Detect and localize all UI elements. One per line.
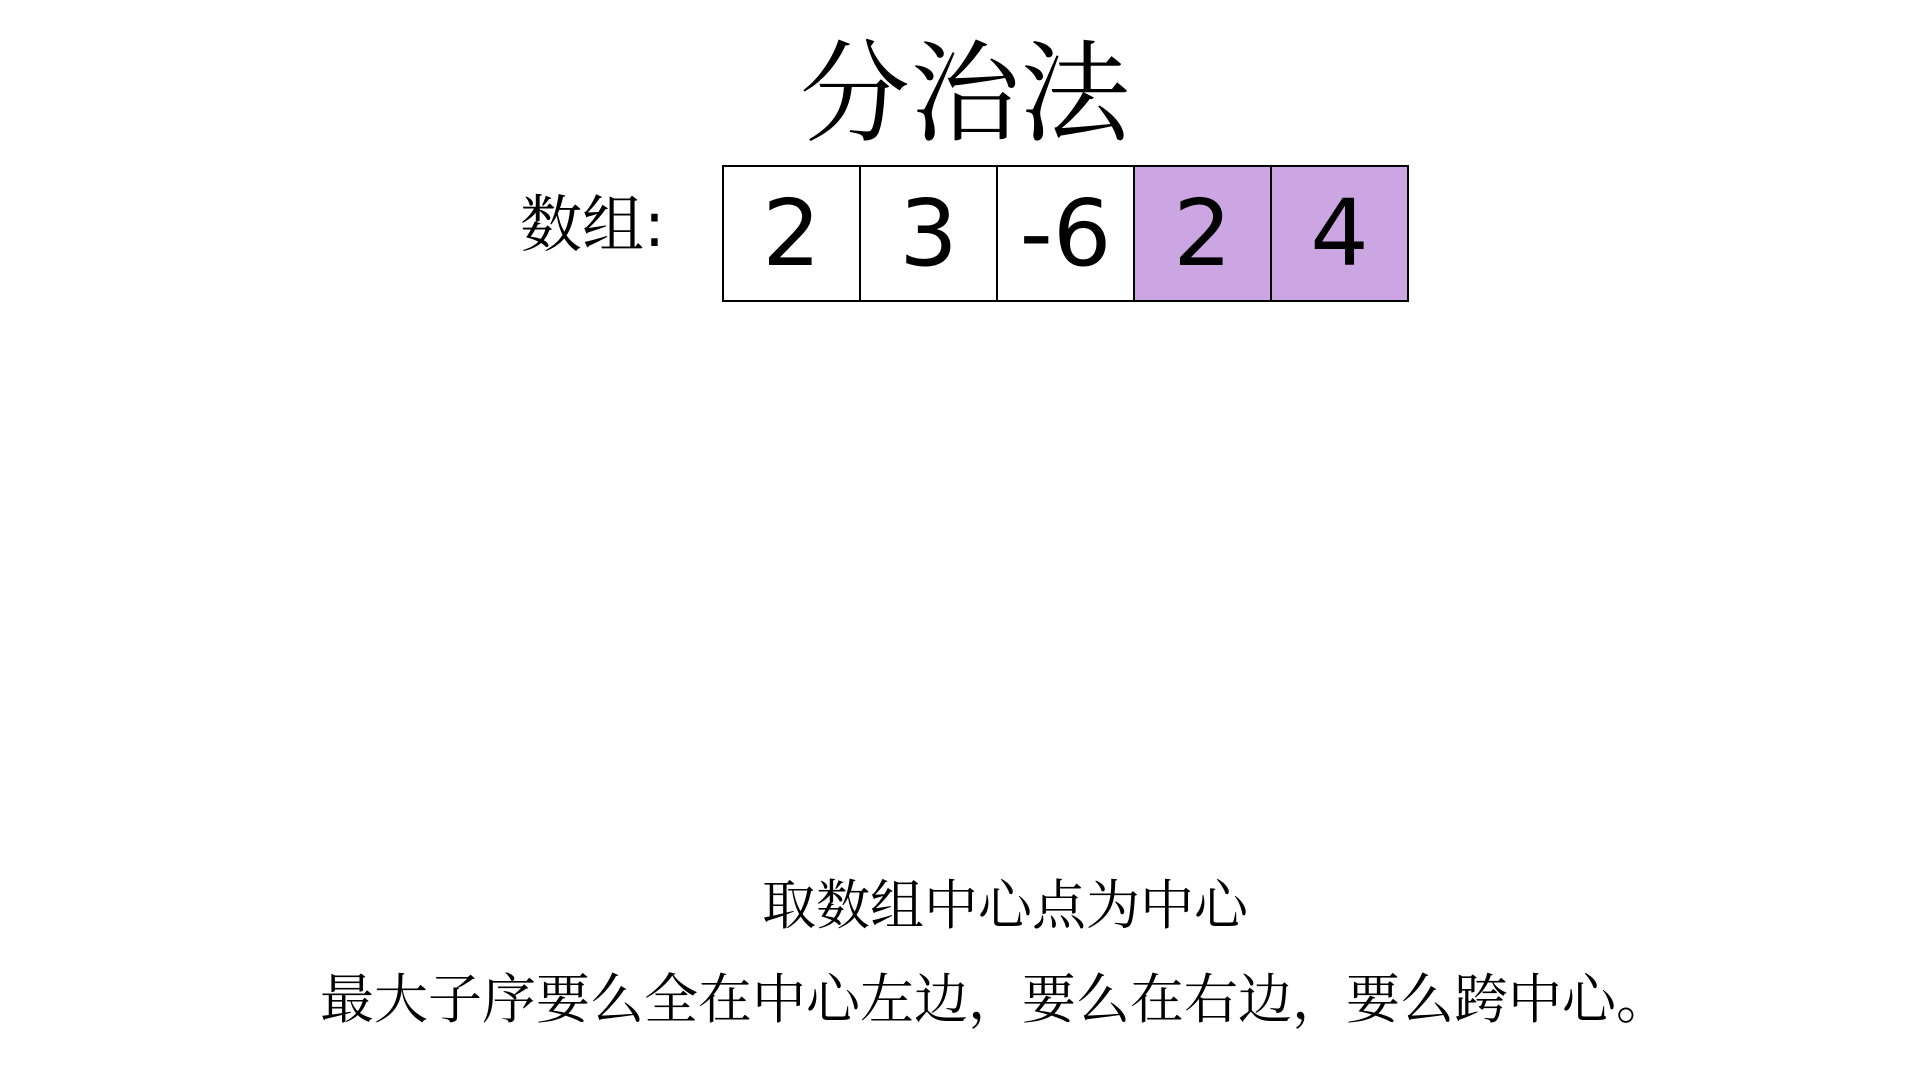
array-boxes (722, 165, 1409, 302)
array-label: 数组: (520, 188, 665, 261)
array-cell-highlighted: 4 (1272, 167, 1409, 300)
caption-line-1: 取数组中心点为中心 (762, 874, 1248, 937)
array-cell-highlighted: 2 (1135, 167, 1272, 300)
array-cell: -6 (998, 167, 1135, 300)
caption-line-2: 最大子序要么全在中心左边，要么在右边，要么跨中心。 (320, 968, 1670, 1031)
array-cell: 2 (724, 167, 861, 300)
page-title: 分治法 (800, 30, 1130, 158)
array-cell: 3 (861, 167, 998, 300)
